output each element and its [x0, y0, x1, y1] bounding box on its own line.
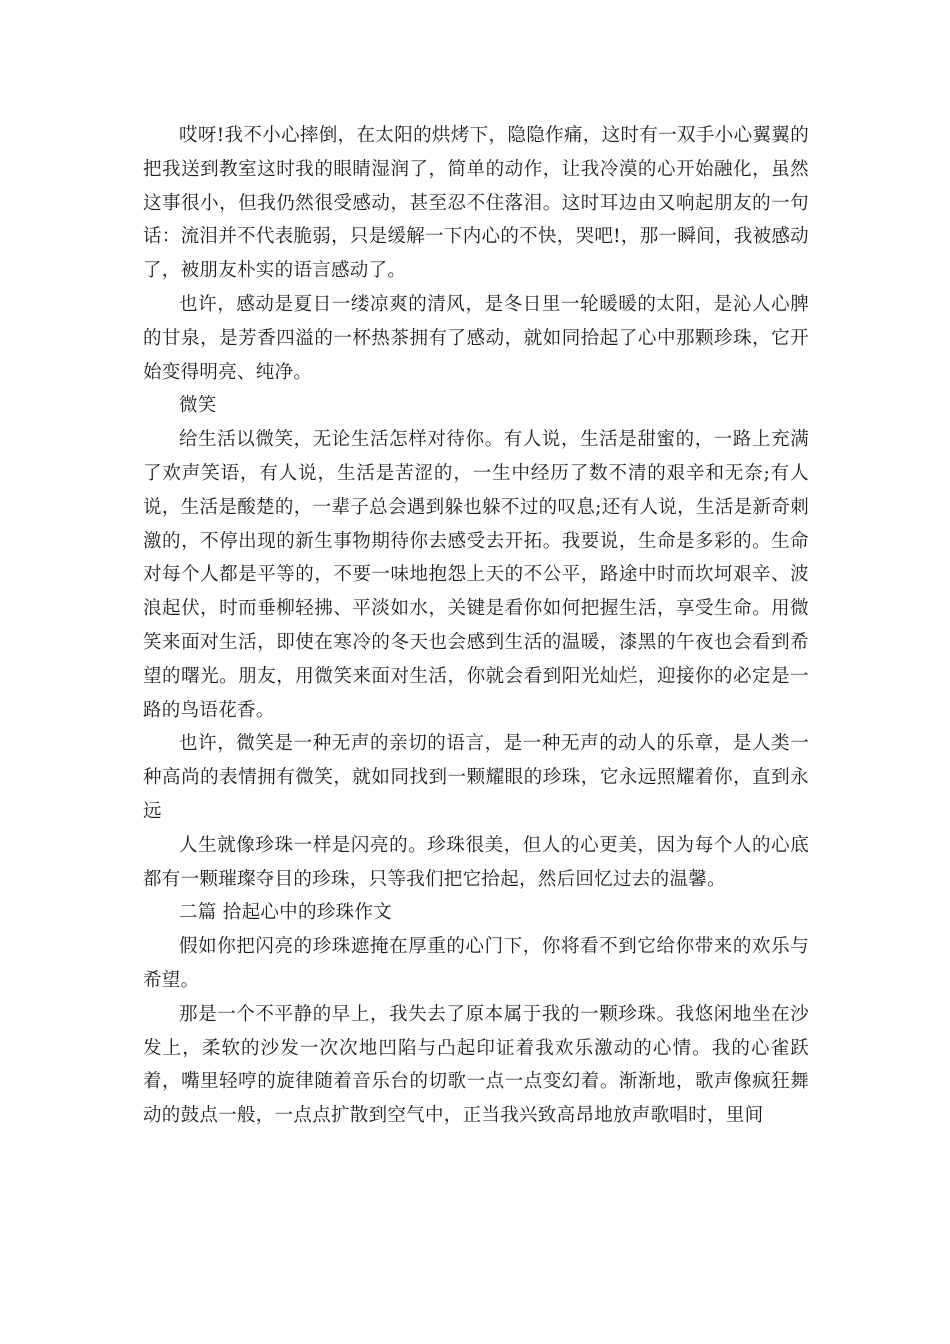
- document-body: [143, 119, 809, 1133]
- paragraph-morning-story: 那是一个不平静的早上，我失去了原本属于我的一颗珍珠。我悠闲地坐在沙发上，柔软的沙发一次次地凹陷与凸起印证着我欢乐激动的心情。我的心雀跃着，嘴里轻哼的旋律随着音乐台的切歌一点一点变幻着。渐渐地，歌声像疯狂舞动的鼓点一般，一点点扩散到空气中，正当我兴致高昂地放声歌唱时，里间: [143, 1003, 809, 1127]
- section-heading-smile: 微笑: [179, 395, 217, 417]
- paragraph-fall-story: 哎呀!我不小心摔倒，在太阳的烘烤下，隐隐作痛，这时有一双手小心翼翼的把我送到教室这时我的眼睛湿润了，简单的动作，让我冷漠的心开始融化，虽然这事很小，但我仍然很受感动，甚至忍不住落泪。这时耳边由又响起朋友的一句话：流泪并不代表脆弱，只是缓解一下内心的不快，哭吧!，那一瞬间，我被感动了，被朋友朴实的语言感动了。: [143, 125, 809, 282]
- section-heading-second-essay: 二篇 拾起心中的珍珠作文: [179, 902, 392, 924]
- paragraph-smile-at-life: 给生活以微笑，无论生活怎样对待你。有人说，生活是甜蜜的，一路上充满了欢声笑语，有人说，生活是苦涩的，一生中经历了数不清的艰辛和无奈;有人说，生活是酸楚的，一辈子总会遇到躲也躲不过的叹息;还有人说，生活是新奇刺激的，不停出现的新生事物期待你去感受去开拓。我要说，生命是多彩的。生命对每个人都是平等的，不要一味地抱怨上天的不公平，路途中时而坎坷艰辛、波浪起伏，时而垂柳轻拂、平淡如水，关键是看你如何把握生活，享受生命。用微笑来面对生活，即使在寒冷的冬天也会感到生活的温暖，漆黑的午夜也会看到希望的曙光。朋友，用微笑来面对生活，你就会看到阳光灿烂，迎接你的必定是一路的鸟语花香。: [143, 429, 809, 721]
- paragraph-smile-reflection: 也许，微笑是一种无声的亲切的语言，是一种无声的动人的乐章，是人类一种高尚的表情拥有微笑，就如同找到一颗耀眼的珍珠，它永远照耀着你，直到永远: [143, 733, 809, 822]
- paragraph-life-pearl: 人生就像珍珠一样是闪亮的。珍珠很美，但人的心更美，因为每个人的心底都有一颗璀璨夺目的珍珠，只等我们把它拾起，然后回忆过去的温馨。: [143, 834, 809, 890]
- paragraph-touched-reflection: 也许，感动是夏日一缕凉爽的清风，是冬日里一轮暖暖的太阳，是沁人心脾的甘泉，是芳香四溢的一杯热茶拥有了感动，就如同拾起了心中那颗珍珠，它开始变得明亮、纯净。: [143, 293, 809, 383]
- paragraph-hidden-pearl: 假如你把闪亮的珍珠遮掩在厚重的心门下，你将看不到它给你带来的欢乐与希望。: [143, 936, 809, 991]
